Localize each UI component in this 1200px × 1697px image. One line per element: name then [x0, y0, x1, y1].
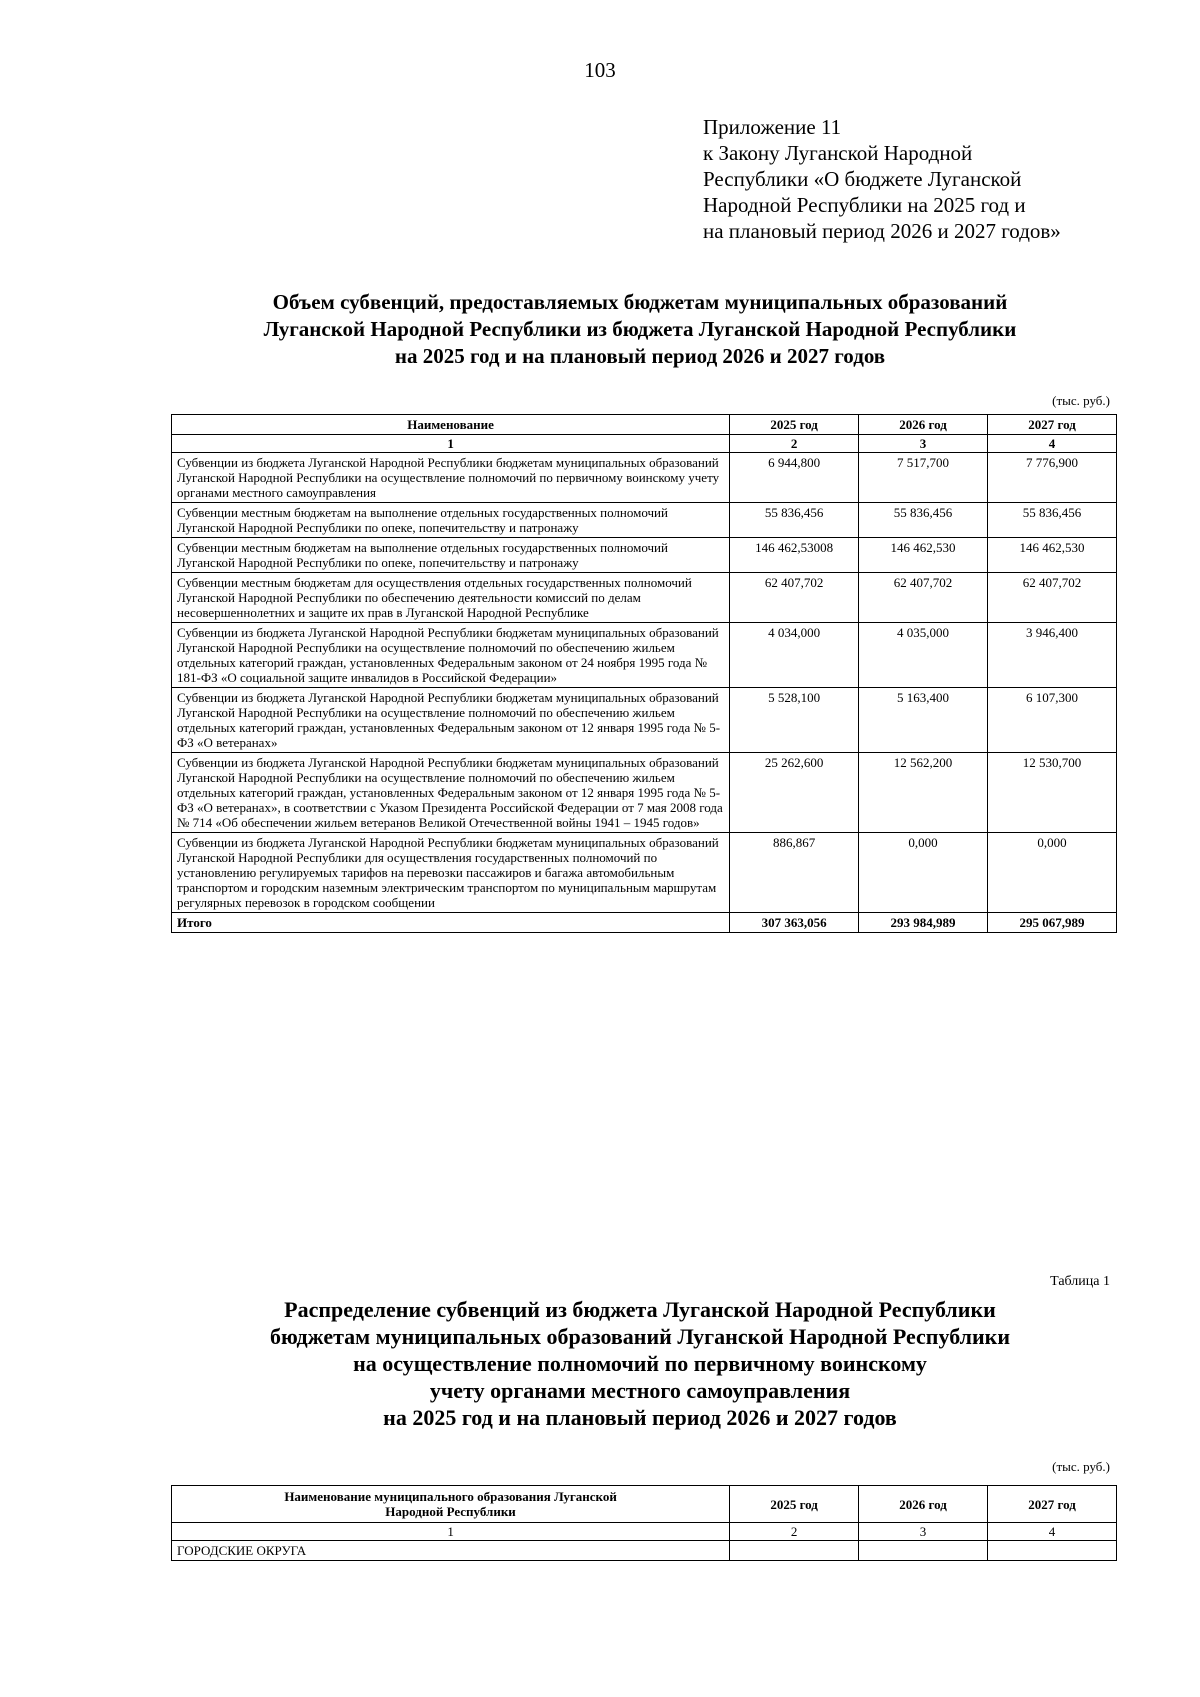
value-2026: 4 035,000	[859, 623, 988, 688]
value-2025: 62 407,702	[730, 573, 859, 623]
value-2027: 55 836,456	[988, 503, 1117, 538]
column-number-row	[172, 435, 1117, 453]
row-name: Субвенции из бюджета Луганской Народной Республики бюджетам муниципальных образований Луганской Народной Республики на осуществление полномочий по обеспечению жильем отдельных категорий граждан, установленных Федеральным законом от 12 января 1995 года № 5-ФЗ «О ветеранах»	[172, 688, 730, 753]
section-label: ГОРОДСКИЕ ОКРУГА	[172, 1541, 730, 1561]
title-line: на 2025 год и на плановый период 2026 и 2027 годов	[383, 1405, 897, 1430]
title-line: бюджетам муниципальных образований Луганской Народной Республики	[269, 1324, 1011, 1349]
value-2025: 5 528,100	[730, 688, 859, 753]
value-2025: 886,867	[730, 833, 859, 913]
row-name: Субвенции местным бюджетам на выполнение отдельных государственных полномочий Луганской Народной Республики по опеке, попечительству и патронажу	[172, 538, 730, 573]
value-2026: 5 163,400	[859, 688, 988, 753]
units-label: (тыс. руб.)	[1052, 1459, 1110, 1474]
table-header-row	[172, 1486, 1117, 1523]
header-2025: 2025 год	[730, 1486, 859, 1523]
table-row	[172, 833, 1117, 913]
annex-line: Приложение 11	[703, 115, 842, 139]
row-name: Субвенции из бюджета Луганской Народной Республики бюджетам муниципальных образований Луганской Народной Республики на осуществление полномочий по обеспечению жильем отдельных категорий граждан, установленных Федеральным законом от 24 ноября 1995 года № 181-ФЗ «О социальной защите инвалидов в Российской Федерации»	[172, 623, 730, 688]
value-2026: 55 836,456	[859, 503, 988, 538]
total-2025: 307 363,056	[730, 913, 859, 933]
value-2025: 146 462,53008	[730, 538, 859, 573]
title-line: учету органами местного самоуправления	[429, 1378, 851, 1403]
title-line: Объем субвенций, предоставляемых бюджетам муниципальных образований	[272, 290, 1008, 314]
annex-line: на плановый период 2026 и 2027 годов»	[703, 219, 1061, 243]
value-2026: 0,000	[859, 833, 988, 913]
table-header-row	[172, 415, 1117, 435]
section-title	[170, 1296, 1110, 1431]
value-2027: 7 776,900	[988, 453, 1117, 503]
column-number: 3	[859, 435, 988, 453]
row-name: Субвенции из бюджета Луганской Народной Республики бюджетам муниципальных образований Луганской Народной Республики на осуществление полномочий по первичному воинскому учету органами местного самоуправления	[172, 453, 730, 503]
title-line: на 2025 год и на плановый период 2026 и 2027 годов	[394, 344, 886, 368]
value-2025: 25 262,600	[730, 753, 859, 833]
total-label: Итого	[172, 913, 730, 933]
column-number: 1	[172, 435, 730, 453]
table-row	[172, 573, 1117, 623]
page-number: 103	[584, 58, 616, 82]
table-row	[172, 503, 1117, 538]
value-2027: 0,000	[988, 833, 1117, 913]
table-row	[172, 623, 1117, 688]
empty-cell	[988, 1541, 1117, 1561]
value-2027: 146 462,530	[988, 538, 1117, 573]
total-2026: 293 984,989	[859, 913, 988, 933]
row-name: Субвенции из бюджета Луганской Народной Республики бюджетам муниципальных образований Луганской Народной Республики для осуществления государственных полномочий по установлению регулируемых тарифов на перевозки пассажиров и багажа автомобильным транспортом и городским наземным электрическим транспортом по муниципальным маршрутам регулярных перевозок в городском сообщении	[172, 833, 730, 913]
table-row	[172, 453, 1117, 503]
annex-line: Народной Республики на 2025 год и	[703, 193, 1026, 217]
column-number-row	[172, 1523, 1117, 1541]
title-line: Распределение субвенций из бюджета Луганской Народной Республики	[284, 1297, 996, 1322]
header-municipality: Наименование муниципального образования Луганской Народной Республики	[172, 1486, 730, 1523]
header-name: Наименование	[172, 415, 730, 435]
title-line: на осуществление полномочий по первичному воинскому	[353, 1351, 927, 1376]
annex-line: Республики «О бюджете Луганской	[703, 167, 1022, 191]
row-name: Субвенции местным бюджетам на выполнение отдельных государственных полномочий Луганской Народной Республики по опеке, попечительству и патронажу	[172, 503, 730, 538]
value-2027: 3 946,400	[988, 623, 1117, 688]
value-2025: 4 034,000	[730, 623, 859, 688]
column-number: 4	[988, 1523, 1117, 1541]
column-number: 1	[172, 1523, 730, 1541]
header-2027: 2027 год	[988, 415, 1117, 435]
value-2025: 55 836,456	[730, 503, 859, 538]
row-name: Субвенции из бюджета Луганской Народной Республики бюджетам муниципальных образований Луганской Народной Республики на осуществление полномочий по обеспечению жильем отдельных категорий граждан, установленных Федеральным законом от 12 января 1995 года № 5-ФЗ «О ветеранах», в соответствии с Указом Президента Российской Федерации от 7 мая 2008 года № 714 «Об обеспечении жильем ветеранов Великой Отечественной войны 1941 – 1945 годов»	[172, 753, 730, 833]
column-number: 3	[859, 1523, 988, 1541]
row-name: Субвенции местным бюджетам для осуществления отдельных государственных полномочий Луганской Народной Республики по обеспечению деятельности комиссий по делам несовершеннолетних и защите их прав в Луганской Народной Республике	[172, 573, 730, 623]
annex-line: к Закону Луганской Народной	[703, 141, 973, 165]
column-number: 4	[988, 435, 1117, 453]
header-2026: 2026 год	[859, 415, 988, 435]
units-label: (тыс. руб.)	[1052, 393, 1110, 408]
empty-cell	[730, 1541, 859, 1561]
table-label: Таблица 1	[1050, 1274, 1110, 1289]
value-2027: 62 407,702	[988, 573, 1117, 623]
value-2027: 12 530,700	[988, 753, 1117, 833]
title-line: Луганской Народной Республики из бюджета Луганской Народной Республики	[263, 317, 1017, 341]
column-number: 2	[730, 435, 859, 453]
value-2026: 7 517,700	[859, 453, 988, 503]
header-2026: 2026 год	[859, 1486, 988, 1523]
total-row	[172, 913, 1117, 933]
table-row	[172, 688, 1117, 753]
header-2025: 2025 год	[730, 415, 859, 435]
table-row	[172, 1541, 1117, 1561]
header-2027: 2027 год	[988, 1486, 1117, 1523]
value-2027: 6 107,300	[988, 688, 1117, 753]
annex-reference	[703, 114, 1061, 244]
total-2027: 295 067,989	[988, 913, 1117, 933]
empty-cell	[859, 1541, 988, 1561]
value-2025: 6 944,800	[730, 453, 859, 503]
distribution-table	[171, 1485, 1117, 1561]
value-2026: 62 407,702	[859, 573, 988, 623]
column-number: 2	[730, 1523, 859, 1541]
subventions-table	[171, 414, 1117, 933]
document-title	[170, 289, 1110, 370]
table-row	[172, 538, 1117, 573]
table-row	[172, 753, 1117, 833]
value-2026: 12 562,200	[859, 753, 988, 833]
value-2026: 146 462,530	[859, 538, 988, 573]
